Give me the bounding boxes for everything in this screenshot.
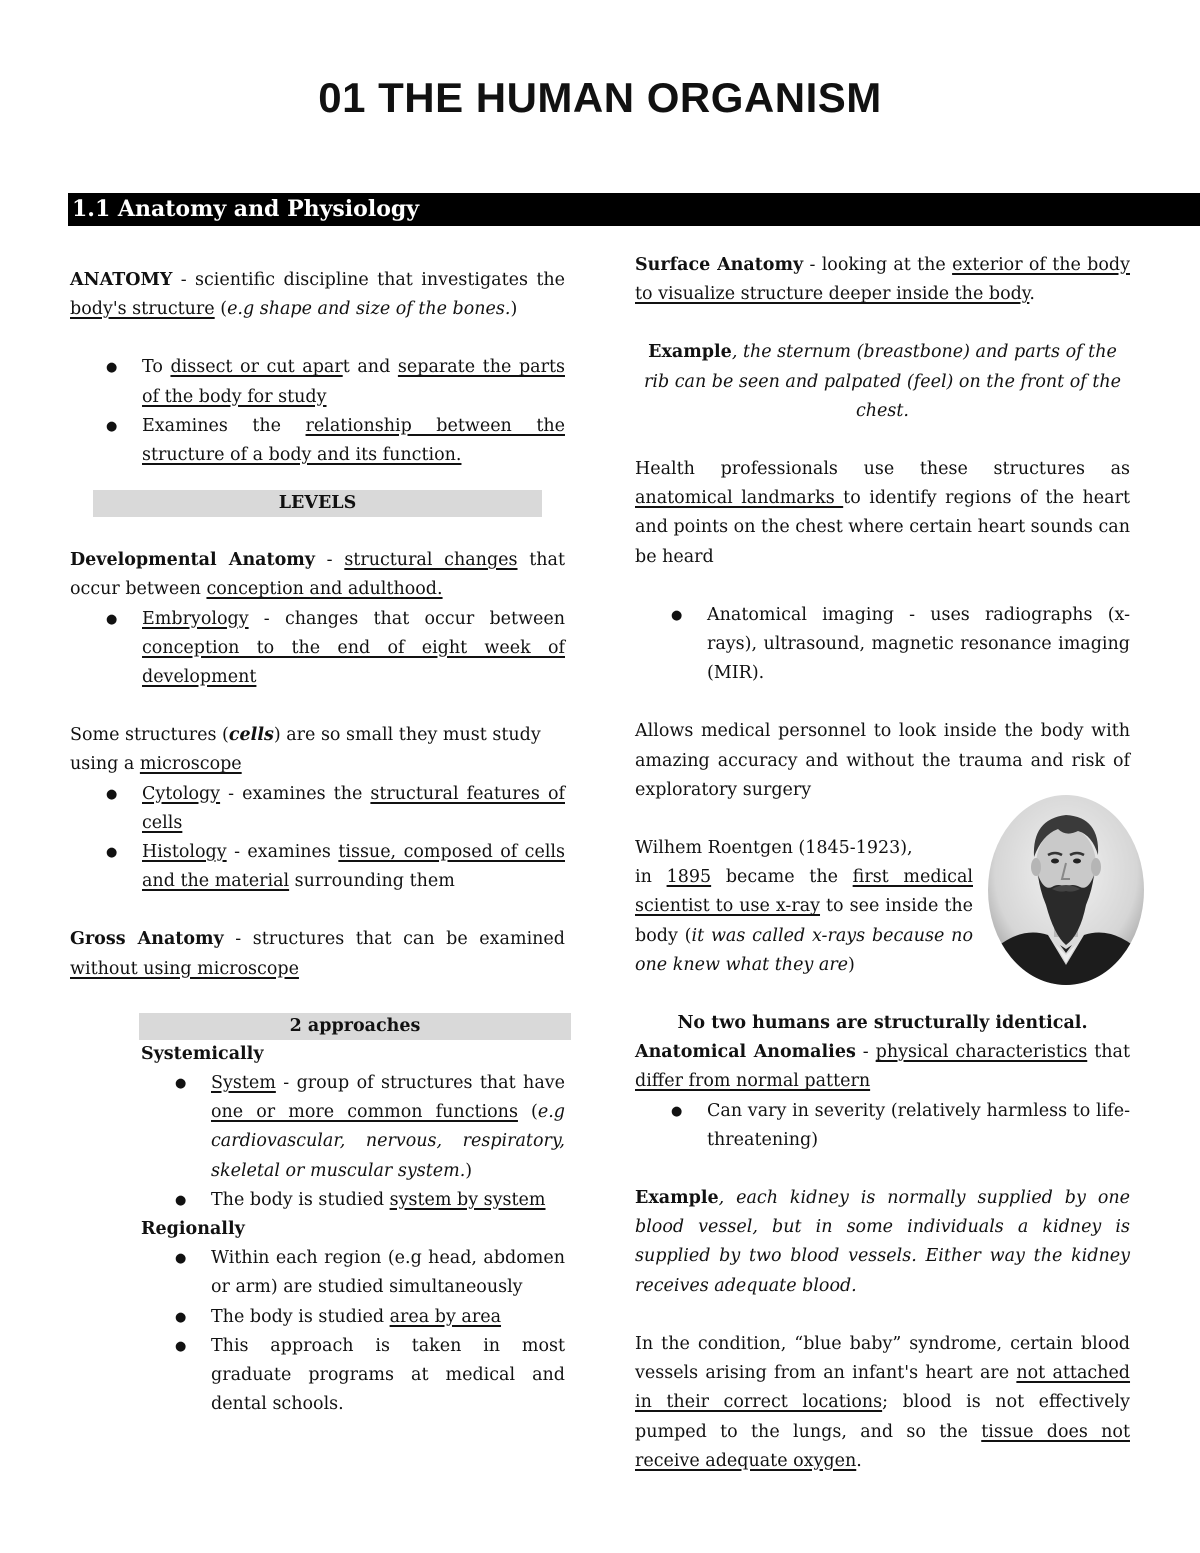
gross-anatomy: Gross Anatomy - structures that can be examined without using microscope	[70, 929, 565, 979]
embryology-bullets	[70, 605, 565, 693]
list-item: ● The body is studied system by system	[141, 1186, 565, 1215]
list-item: ● Anatomical imaging - uses radiographs (x-rays), ultrasound, magnetic resonance imaging (MIR).	[635, 601, 1130, 689]
list-item: ● This approach is taken in most graduate programs at medical and dental schools.	[141, 1332, 565, 1420]
regionally-heading: Regionally	[141, 1219, 245, 1240]
microscope-paragraph: Some structures (cells) are so small they must study using a microscope	[70, 725, 541, 775]
list-item: ● System - group of structures that have one or more common functions (e.g cardiovascular, nervous, respiratory, skeletal or muscular system.)	[141, 1069, 565, 1186]
kidney-example: Example, each kidney is normally supplied by one blood vessel, but in some individuals a kidney is supplied by two blood vessels. Either way the kidney receives adequate blood.	[635, 1188, 1130, 1296]
surface-anatomy: Surface Anatomy - looking at the exterior of the body to visualize structure deeper inside the body.	[635, 255, 1130, 305]
list-item: ● Cytology - examines the structural features of cells	[70, 780, 565, 838]
anomaly-bullets	[635, 1097, 1130, 1155]
no-two-humans: No two humans are structurally identical.	[677, 1013, 1088, 1034]
portrait-illustration	[988, 795, 1144, 985]
developmental-anatomy: Developmental Anatomy - structural changes that occur between conception and adulthood.	[70, 550, 565, 600]
systemically-heading: Systemically	[141, 1043, 264, 1064]
list-item: ● The body is studied area by area	[141, 1303, 565, 1332]
anatomy-bullets	[70, 353, 565, 470]
microscopic-bullets	[70, 780, 565, 897]
regional-bullets	[70, 1244, 565, 1419]
allows-paragraph: Allows medical personnel to look inside the body with amazing accuracy and without the trauma and risk of exploratory surgery	[635, 721, 1130, 800]
left-column	[70, 266, 565, 1420]
blue-baby-paragraph: In the condition, “blue baby” syndrome, certain blood vessels arising from an infant's heart are not attached in their correct locations; blood is not effectively pumped to the lungs, and so the tissue does not receive adequate oxygen.	[635, 1333, 1131, 1471]
roentgen-paragraph: Wilhem Roentgen (1845-1923), in 1895 became the first medical scientist to use x-ray to see inside the body (it was called x-rays because no one knew what they are)	[635, 838, 973, 975]
health-professionals: Health professionals use these structures as anatomical landmarks to identify regions of the heart and points on the chest where certain heart sounds can be heard	[635, 459, 1130, 567]
list-item: ● Histology - examines tissue, composed of cells and the material surrounding them	[70, 838, 565, 896]
page-title: 01 THE HUMAN ORGANISM	[318, 74, 882, 121]
systemic-bullets	[70, 1069, 565, 1215]
anatomical-anomalies: Anatomical Anomalies - physical characteristics that differ from normal pattern	[635, 1042, 1130, 1092]
surface-example: Example, the sternum (breastbone) and parts of the rib can be seen and palpated (feel) on the front of the chest.	[643, 342, 1121, 421]
anatomy-definition: ANATOMY - scientific discipline that investigates the body's structure (e.g shape and size of the bones.)	[70, 270, 565, 320]
list-item: ● To dissect or cut apart and separate the parts of the body for study	[70, 353, 565, 411]
section-heading-bar	[68, 193, 1200, 226]
list-item: ● Embryology - changes that occur between conception to the end of eight week of development	[70, 605, 565, 693]
roentgen-portrait	[988, 795, 1144, 985]
list-item: ● Can vary in severity (relatively harmless to life-threatening)	[635, 1097, 1130, 1155]
list-item: ● Within each region (e.g head, abdomen or arm) are studied simultaneously	[141, 1244, 565, 1302]
approaches-label: 2 approaches	[139, 1013, 571, 1040]
levels-label: LEVELS	[93, 490, 542, 517]
imaging-bullets	[635, 601, 1130, 689]
section-heading: 1.1 Anatomy and Physiology	[72, 196, 420, 222]
list-item: ● Examines the relationship between the structure of a body and its function.	[70, 412, 565, 470]
